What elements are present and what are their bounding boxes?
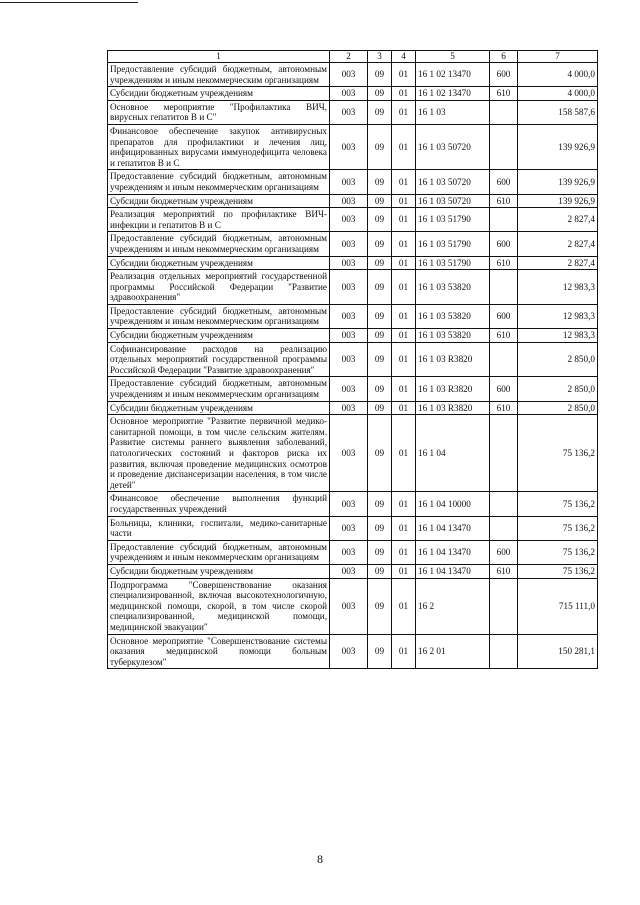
amount-cell: 4 000,0 (518, 87, 598, 101)
ministry-code-cell: 003 (330, 170, 368, 194)
subsection-cell: 01 (392, 401, 416, 415)
expense-type-cell: 600 (490, 304, 518, 328)
target-article-cell: 16 1 03 50720 (416, 170, 490, 194)
expense-type-cell: 610 (490, 194, 518, 208)
amount-cell: 150 281,1 (518, 634, 598, 669)
ministry-code-cell: 003 (330, 634, 368, 669)
subsection-cell: 01 (392, 492, 416, 516)
table-row (108, 492, 598, 516)
section-cell: 09 (368, 540, 392, 564)
expense-type-cell: 610 (490, 401, 518, 415)
amount-cell: 2 850,0 (518, 377, 598, 401)
section-cell: 09 (368, 170, 392, 194)
line-item-name: Субсидии бюджетным учреждениям (108, 401, 330, 415)
amount-cell: 2 850,0 (518, 401, 598, 415)
ministry-code-cell: 003 (330, 578, 368, 634)
target-article-cell: 16 1 03 R3820 (416, 377, 490, 401)
header-cell: 5 (416, 51, 490, 63)
section-cell: 09 (368, 87, 392, 101)
expense-type-cell: 610 (490, 329, 518, 343)
subsection-cell: 01 (392, 564, 416, 578)
amount-cell: 75 136,2 (518, 415, 598, 492)
amount-cell: 75 136,2 (518, 516, 598, 540)
section-cell: 09 (368, 124, 392, 169)
line-item-name: Предоставление субсидий бюджетным, автономным учреждениям и иным некоммерческим организациям (108, 377, 330, 401)
table-row (108, 170, 598, 194)
ministry-code-cell: 003 (330, 377, 368, 401)
section-cell: 09 (368, 401, 392, 415)
header-cell: 2 (330, 51, 368, 63)
line-item-name: Субсидии бюджетным учреждениям (108, 194, 330, 208)
target-article-cell: 16 1 04 13470 (416, 516, 490, 540)
subsection-cell: 01 (392, 342, 416, 377)
target-article-cell: 16 1 03 51790 (416, 208, 490, 232)
amount-cell: 2 850,0 (518, 342, 598, 377)
target-article-cell: 16 1 03 R3820 (416, 342, 490, 377)
table-row (108, 516, 598, 540)
target-article-cell: 16 1 04 (416, 415, 490, 492)
target-article-cell: 16 1 03 53820 (416, 329, 490, 343)
header-cell: 6 (490, 51, 518, 63)
section-cell: 09 (368, 564, 392, 578)
target-article-cell: 16 2 01 (416, 634, 490, 669)
subsection-cell: 01 (392, 270, 416, 305)
subsection-cell: 01 (392, 87, 416, 101)
ministry-code-cell: 003 (330, 516, 368, 540)
line-item-name: Субсидии бюджетным учреждениям (108, 564, 330, 578)
section-cell: 09 (368, 194, 392, 208)
target-article-cell: 16 1 04 13470 (416, 540, 490, 564)
ministry-code-cell: 003 (330, 342, 368, 377)
subsection-cell: 01 (392, 170, 416, 194)
table-row (108, 578, 598, 634)
expense-type-cell: 610 (490, 256, 518, 270)
header-cell: 7 (518, 51, 598, 63)
ministry-code-cell: 003 (330, 194, 368, 208)
expense-type-cell (490, 516, 518, 540)
ministry-code-cell: 003 (330, 232, 368, 256)
line-item-name: Софинансирование расходов на реализацию отдельных мероприятий государственной программы Российской Федерации "Развитие здравоохранения" (108, 342, 330, 377)
subsection-cell: 01 (392, 208, 416, 232)
line-item-name: Основное мероприятие "Развитие первичной медико-санитарной помощи, в том числе сельским жителям. Развитие системы раннего выявления заболеваний, патологических состояний и факторов риска их развития, включая проведение медицинских осмотров и проведение диспансеризации населения, в том числе детей" (108, 415, 330, 492)
amount-cell: 4 000,0 (518, 63, 598, 87)
expense-type-cell (490, 342, 518, 377)
table-row (108, 87, 598, 101)
line-item-name: Подпрограмма "Совершенствование оказания специализированной, включая высокотехнологичную, медицинской помощи, скорой, в том числе скорой специализированной, медицинской помощи, медицинской эвакуации" (108, 578, 330, 634)
expense-type-cell: 600 (490, 63, 518, 87)
target-article-cell: 16 1 03 51790 (416, 256, 490, 270)
ministry-code-cell: 003 (330, 100, 368, 124)
amount-cell: 2 827,4 (518, 256, 598, 270)
table-row (108, 208, 598, 232)
table-row (108, 342, 598, 377)
line-item-name: Предоставление субсидий бюджетным, автономным учреждениям и иным некоммерческим организациям (108, 304, 330, 328)
subsection-cell: 01 (392, 415, 416, 492)
line-item-name: Финансовое обеспечение закупок антивирусных препаратов для профилактики и лечения лиц, инфицированных вирусами иммунодефицита человека и гепатитов В и С (108, 124, 330, 169)
section-cell: 09 (368, 232, 392, 256)
expense-type-cell (490, 270, 518, 305)
subsection-cell: 01 (392, 540, 416, 564)
amount-cell: 139 926,9 (518, 124, 598, 169)
expense-type-cell: 600 (490, 540, 518, 564)
ministry-code-cell: 003 (330, 256, 368, 270)
section-cell: 09 (368, 516, 392, 540)
table-row (108, 634, 598, 669)
line-item-name: Предоставление субсидий бюджетным, автономным учреждениям и иным некоммерческим организациям (108, 232, 330, 256)
table-row (108, 304, 598, 328)
expense-type-cell: 610 (490, 564, 518, 578)
amount-cell: 75 136,2 (518, 564, 598, 578)
subsection-cell: 01 (392, 194, 416, 208)
budget-table (107, 50, 598, 669)
target-article-cell: 16 2 (416, 578, 490, 634)
target-article-cell: 16 1 04 10000 (416, 492, 490, 516)
ministry-code-cell: 003 (330, 415, 368, 492)
expense-type-cell (490, 124, 518, 169)
amount-cell: 158 587,6 (518, 100, 598, 124)
amount-cell: 75 136,2 (518, 492, 598, 516)
line-item-name: Основное мероприятие "Профилактика ВИЧ, вирусных гепатитов В и С" (108, 100, 330, 124)
target-article-cell: 16 1 03 53820 (416, 270, 490, 305)
expense-type-cell: 600 (490, 377, 518, 401)
section-cell: 09 (368, 329, 392, 343)
subsection-cell: 01 (392, 124, 416, 169)
line-item-name: Субсидии бюджетным учреждениям (108, 329, 330, 343)
page-number: 8 (317, 852, 323, 866)
expense-type-cell (490, 578, 518, 634)
subsection-cell: 01 (392, 63, 416, 87)
ministry-code-cell: 003 (330, 87, 368, 101)
expense-type-cell: 610 (490, 87, 518, 101)
ministry-code-cell: 003 (330, 304, 368, 328)
table-row (108, 401, 598, 415)
table-row (108, 329, 598, 343)
amount-cell: 75 136,2 (518, 540, 598, 564)
subsection-cell: 01 (392, 100, 416, 124)
section-cell: 09 (368, 270, 392, 305)
expense-type-cell (490, 415, 518, 492)
ministry-code-cell: 003 (330, 540, 368, 564)
table-row (108, 564, 598, 578)
amount-cell: 12 983,3 (518, 270, 598, 305)
section-cell: 09 (368, 492, 392, 516)
amount-cell: 12 983,3 (518, 329, 598, 343)
expense-type-cell (490, 634, 518, 669)
header-cell: 1 (108, 51, 330, 63)
line-item-name: Реализация мероприятий по профилактике ВИЧ-инфекции и гепатитов В и С (108, 208, 330, 232)
section-cell: 09 (368, 304, 392, 328)
line-item-name: Субсидии бюджетным учреждениям (108, 256, 330, 270)
header-row (108, 51, 598, 63)
section-cell: 09 (368, 63, 392, 87)
line-item-name: Предоставление субсидий бюджетным, автономным учреждениям и иным некоммерческим организациям (108, 540, 330, 564)
ministry-code-cell: 003 (330, 208, 368, 232)
section-cell: 09 (368, 634, 392, 669)
subsection-cell: 01 (392, 516, 416, 540)
line-item-name: Предоставление субсидий бюджетным, автономным учреждениям и иным некоммерческим организациям (108, 170, 330, 194)
amount-cell: 12 983,3 (518, 304, 598, 328)
expense-type-cell: 600 (490, 170, 518, 194)
table-row (108, 270, 598, 305)
section-cell: 09 (368, 578, 392, 634)
header-cell: 4 (392, 51, 416, 63)
target-article-cell: 16 1 02 13470 (416, 87, 490, 101)
header-cell: 3 (368, 51, 392, 63)
section-cell: 09 (368, 415, 392, 492)
subsection-cell: 01 (392, 377, 416, 401)
table-row (108, 194, 598, 208)
section-cell: 09 (368, 377, 392, 401)
ministry-code-cell: 003 (330, 124, 368, 169)
ministry-code-cell: 003 (330, 564, 368, 578)
target-article-cell: 16 1 03 50720 (416, 124, 490, 169)
table-row (108, 377, 598, 401)
amount-cell: 2 827,4 (518, 232, 598, 256)
subsection-cell: 01 (392, 232, 416, 256)
line-item-name: Больницы, клиники, госпитали, медико-санитарные части (108, 516, 330, 540)
table-row (108, 415, 598, 492)
subsection-cell: 01 (392, 304, 416, 328)
target-article-cell: 16 1 03 (416, 100, 490, 124)
ministry-code-cell: 003 (330, 492, 368, 516)
line-item-name: Финансовое обеспечение выполнения функций государственных учреждений (108, 492, 330, 516)
top-rule (0, 2, 138, 3)
target-article-cell: 16 1 03 R3820 (416, 401, 490, 415)
section-cell: 09 (368, 342, 392, 377)
expense-type-cell: 600 (490, 232, 518, 256)
line-item-name: Реализация отдельных мероприятий государственной программы Российской Федерации "Развитие здравоохранения" (108, 270, 330, 305)
table-row (108, 124, 598, 169)
section-cell: 09 (368, 256, 392, 270)
section-cell: 09 (368, 100, 392, 124)
table-row (108, 540, 598, 564)
amount-cell: 139 926,9 (518, 170, 598, 194)
table-row (108, 63, 598, 87)
target-article-cell: 16 1 02 13470 (416, 63, 490, 87)
amount-cell: 2 827,4 (518, 208, 598, 232)
target-article-cell: 16 1 03 50720 (416, 194, 490, 208)
table-row (108, 256, 598, 270)
subsection-cell: 01 (392, 578, 416, 634)
ministry-code-cell: 003 (330, 270, 368, 305)
expense-type-cell (490, 492, 518, 516)
table-row (108, 232, 598, 256)
line-item-name: Субсидии бюджетным учреждениям (108, 87, 330, 101)
ministry-code-cell: 003 (330, 63, 368, 87)
amount-cell: 715 111,0 (518, 578, 598, 634)
target-article-cell: 16 1 03 51790 (416, 232, 490, 256)
ministry-code-cell: 003 (330, 401, 368, 415)
line-item-name: Основное мероприятие "Совершенствование системы оказания медицинской помощи больным туберкулезом" (108, 634, 330, 669)
subsection-cell: 01 (392, 634, 416, 669)
table-row (108, 100, 598, 124)
expense-type-cell (490, 100, 518, 124)
subsection-cell: 01 (392, 256, 416, 270)
subsection-cell: 01 (392, 329, 416, 343)
target-article-cell: 16 1 03 53820 (416, 304, 490, 328)
ministry-code-cell: 003 (330, 329, 368, 343)
target-article-cell: 16 1 04 13470 (416, 564, 490, 578)
amount-cell: 139 926,9 (518, 194, 598, 208)
section-cell: 09 (368, 208, 392, 232)
line-item-name: Предоставление субсидий бюджетным, автономным учреждениям и иным некоммерческим организациям (108, 63, 330, 87)
expense-type-cell (490, 208, 518, 232)
